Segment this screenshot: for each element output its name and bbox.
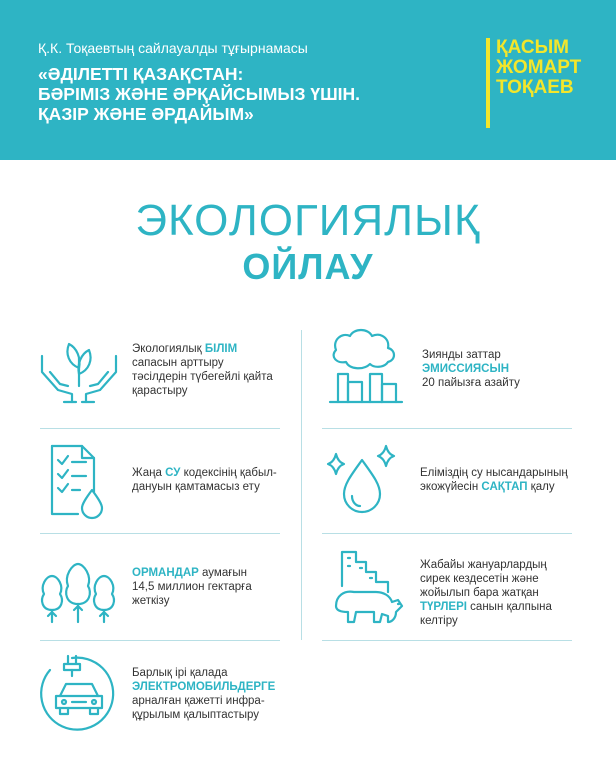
- candidate-name-logo: [496, 38, 581, 98]
- trees-icon: [38, 548, 120, 626]
- text-line: Зиянды заттар: [422, 349, 501, 361]
- text-line: Барлық ірі қалада: [132, 667, 228, 679]
- item-text: [132, 666, 275, 722]
- header-banner: [0, 0, 616, 160]
- text-fragment: экожүйесін: [420, 481, 482, 493]
- row-divider: [322, 533, 572, 534]
- row-divider: [322, 428, 572, 429]
- brand-line: ЖОМАРТ: [496, 57, 582, 78]
- text-line: жеткізу: [132, 595, 170, 607]
- column-divider: [301, 330, 302, 640]
- factory-smoke-icon: [326, 326, 408, 404]
- item-emission: [326, 326, 586, 416]
- item-electric-vehicles: [38, 650, 298, 740]
- item-text: [132, 342, 273, 398]
- text-line: келтіру: [420, 615, 458, 627]
- highlight-keyword: ОРМАНДАР: [132, 567, 199, 579]
- text-fragment: Жаңа: [132, 467, 166, 479]
- text-line: тәсілдерін түбегейлі қайта: [132, 371, 273, 383]
- text-line: дануын қамтамасыз ету: [132, 481, 260, 493]
- electric-car-icon: [38, 650, 120, 728]
- highlight-keyword: ТҮРЛЕРІ: [420, 601, 467, 613]
- text-line: арналған қажетті инфра-: [132, 695, 265, 707]
- sparkling-drop-icon: [326, 442, 408, 520]
- campaign-slogan: [38, 64, 360, 124]
- text-fragment: Экологиялық: [132, 343, 205, 355]
- row-divider: [40, 640, 280, 641]
- text-line: Еліміздің су нысандарының: [420, 467, 568, 479]
- text-line: 20 пайызға азайту: [422, 377, 520, 389]
- item-text: [422, 348, 520, 390]
- row-divider: [40, 533, 280, 534]
- text-line: жойылып бара жатқан: [420, 587, 539, 599]
- document-drop-icon: [38, 442, 120, 520]
- item-text: [420, 558, 552, 628]
- text-line: Жабайы жануарлардың: [420, 559, 547, 571]
- text-fragment: аумағын: [198, 567, 248, 579]
- highlight-keyword: САҚТАП: [481, 481, 528, 493]
- bear-city-icon: [326, 548, 408, 626]
- highlight-keyword: БІЛІМ: [204, 343, 238, 355]
- item-text: [132, 566, 252, 608]
- item-water-code: [38, 442, 288, 522]
- item-forests: [38, 548, 288, 628]
- row-divider: [40, 428, 280, 429]
- item-water-bodies: [326, 442, 586, 522]
- page-title: ЭКОЛОГИЯЛЫҚ: [135, 196, 481, 245]
- text-fragment: санын қалпына: [466, 601, 552, 613]
- program-subtitle: Қ.К. Тоқаевтың сайлауалды тұғырнамасы: [38, 40, 308, 56]
- text-line: 14,5 миллион гектарға: [132, 581, 252, 593]
- row-divider: [322, 640, 572, 641]
- brand-divider: [486, 38, 490, 128]
- text-line: сирек кездесетін және: [420, 573, 539, 585]
- highlight-keyword: ЭМИССИЯСЫН: [422, 363, 510, 375]
- item-eco-education: [38, 328, 288, 418]
- slogan-line: БӘРІМІЗ ЖӘНЕ ӘРҚАЙСЫМЫЗ ҮШІН.: [38, 84, 361, 104]
- item-text: [132, 466, 277, 494]
- slogan-line: ҚАЗІР ЖӘНЕ ӘРДАЙЫМ»: [38, 104, 254, 124]
- item-text: [420, 466, 568, 494]
- text-line: сапасын арттыру: [132, 357, 224, 369]
- text-fragment: кодексінің қабыл-: [180, 467, 277, 479]
- text-line: құрылым қалыптастыру: [132, 709, 259, 721]
- brand-line: ҚАСЫМ: [496, 37, 569, 58]
- highlight-keyword: СУ: [165, 467, 181, 479]
- hands-plant-icon: [38, 328, 120, 406]
- item-species: [326, 548, 586, 638]
- text-line: қарастыру: [132, 385, 188, 397]
- highlight-keyword: ЭЛЕКТРОМОБИЛЬДЕРГЕ: [132, 681, 276, 693]
- text-fragment: қалу: [527, 481, 555, 493]
- brand-line: ТОҚАЕВ: [496, 77, 574, 98]
- page-subtitle: ОЙЛАУ: [242, 246, 374, 287]
- slogan-line: «ӘДІЛЕТТІ ҚАЗАҚСТАН:: [38, 64, 244, 84]
